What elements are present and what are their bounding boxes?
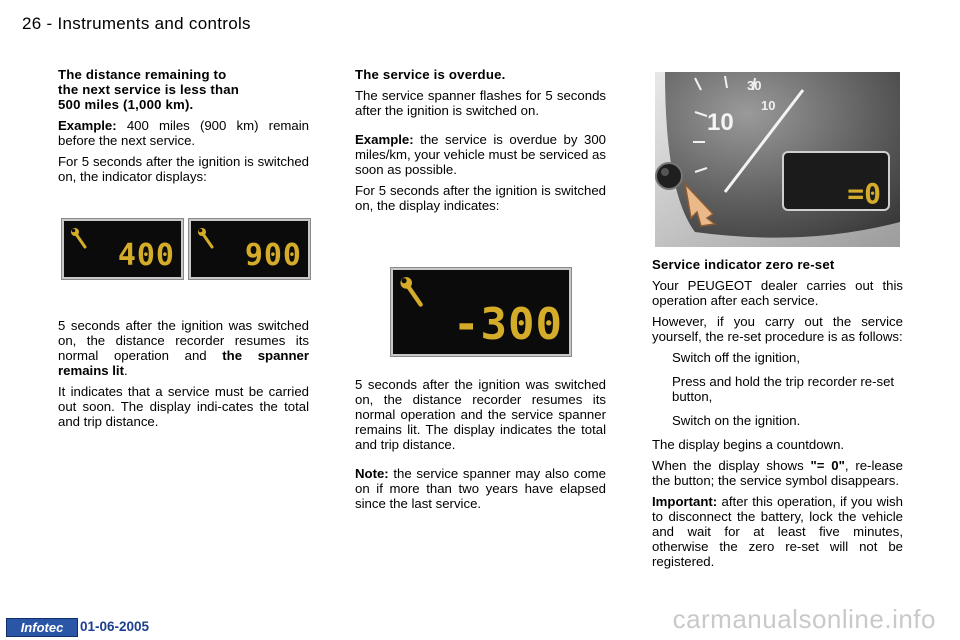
note-paragraph bbox=[355, 466, 606, 511]
example-text: 400 miles (900 km) remain before the next service. bbox=[58, 118, 309, 148]
text: , re-lease the button; the service symbol disappears. bbox=[652, 458, 903, 488]
heading-line: the next service is less than bbox=[58, 82, 239, 97]
example-text: the service is overdue by 300 miles/km, your vehicle must be serviced as soon as possible. bbox=[355, 132, 606, 177]
column-right bbox=[652, 257, 903, 575]
column-middle-lower bbox=[355, 377, 606, 517]
list-item-text: Press and hold the trip recorder re-set button, bbox=[672, 374, 895, 404]
note-text: the service spanner may also come on if more than two years have elapsed since the last service. bbox=[355, 466, 606, 511]
column-left bbox=[58, 67, 309, 190]
spanner-icon bbox=[399, 275, 425, 311]
text: When the display shows bbox=[652, 458, 811, 473]
instrument-panel-illustration bbox=[655, 72, 900, 247]
instrument-panel-photo bbox=[655, 72, 900, 247]
footer-date: 01-06-2005 bbox=[80, 619, 150, 634]
paragraph bbox=[58, 318, 309, 378]
column-left-lower bbox=[58, 318, 309, 435]
section-heading-less-than-500 bbox=[58, 67, 309, 112]
note-label: Note: bbox=[355, 466, 389, 481]
list-item bbox=[652, 374, 903, 404]
paragraph: The service spanner flashes for 5 seconds after the ignition is switched on. bbox=[355, 88, 606, 118]
gauge-label: 30 bbox=[747, 78, 762, 93]
example-paragraph bbox=[58, 118, 309, 148]
bullet-icon bbox=[652, 413, 672, 428]
important-label: Important: bbox=[652, 494, 718, 509]
spanner-icon bbox=[197, 227, 215, 251]
spanner-icon bbox=[70, 227, 88, 251]
example-label: Example: bbox=[355, 132, 414, 147]
bold-text: "= 0" bbox=[810, 458, 845, 473]
watermark: carmanualsonline.info bbox=[672, 604, 936, 634]
gauge-label: 10 bbox=[707, 109, 734, 136]
text: 5 seconds after the ignition was switched on, the distance recorder resumes its normal operation and bbox=[58, 318, 309, 363]
bullet-icon bbox=[652, 350, 672, 365]
list-item-text: Switch off the ignition, bbox=[672, 350, 801, 365]
example-paragraph bbox=[355, 132, 606, 177]
paragraph: 5 seconds after the ignition was switched on, the distance recorder resumes its normal operation and the service spanner remains lit. The display indicates the total and trip distance. bbox=[355, 377, 606, 452]
text: . bbox=[123, 363, 128, 378]
paragraph: For 5 seconds after the ignition is switched on, the display indicates: bbox=[355, 183, 606, 213]
paragraph bbox=[652, 458, 903, 488]
paragraph: It indicates that a service must be carried out soon. The display indi-cates the total and trip distance. bbox=[58, 384, 309, 429]
gauge-label: 10 bbox=[761, 98, 776, 113]
lcd-digits: -300 bbox=[453, 299, 563, 350]
paragraph: The display begins a countdown. bbox=[652, 437, 845, 452]
paragraph: For 5 seconds after the ignition is switched on, the indicator displays: bbox=[58, 154, 309, 184]
list-item bbox=[652, 350, 903, 365]
bullet-icon bbox=[652, 374, 672, 404]
section-heading-overdue: The service is overdue. bbox=[355, 67, 506, 82]
page-title: 26 - Instruments and controls bbox=[22, 14, 251, 33]
paragraph: Your PEUGEOT dealer carries out this operation after each service. bbox=[652, 278, 903, 308]
lcd-display-400 bbox=[62, 219, 183, 279]
important-text: after this operation, if you wish to disconnect the battery, lock the vehicle and wait for at least five minutes, otherwise the zero re-set will not be registered. bbox=[652, 494, 903, 569]
heading-line: 500 miles (1,000 km). bbox=[58, 97, 194, 112]
photo-lcd-digits: =0 bbox=[847, 177, 881, 210]
trip-reset-button bbox=[656, 163, 682, 189]
important-paragraph bbox=[652, 494, 903, 569]
lcd-digits: 400 bbox=[117, 238, 175, 273]
lcd-display-900 bbox=[189, 219, 310, 279]
section-heading-zero-reset: Service indicator zero re-set bbox=[652, 257, 835, 272]
list-item-text: Switch on the ignition. bbox=[672, 413, 801, 428]
bold-text: the spanner remains lit bbox=[58, 348, 310, 378]
lcd-display-minus-300 bbox=[391, 268, 571, 356]
example-label: Example: bbox=[58, 118, 117, 133]
heading-line: The distance remaining to bbox=[58, 67, 227, 82]
paragraph: However, if you carry out the service yourself, the re-set procedure is as follows: bbox=[652, 314, 903, 344]
list-item bbox=[652, 413, 903, 428]
infotec-logo: Infotec bbox=[6, 618, 78, 637]
lcd-digits: 900 bbox=[244, 238, 302, 273]
column-middle bbox=[355, 67, 606, 219]
